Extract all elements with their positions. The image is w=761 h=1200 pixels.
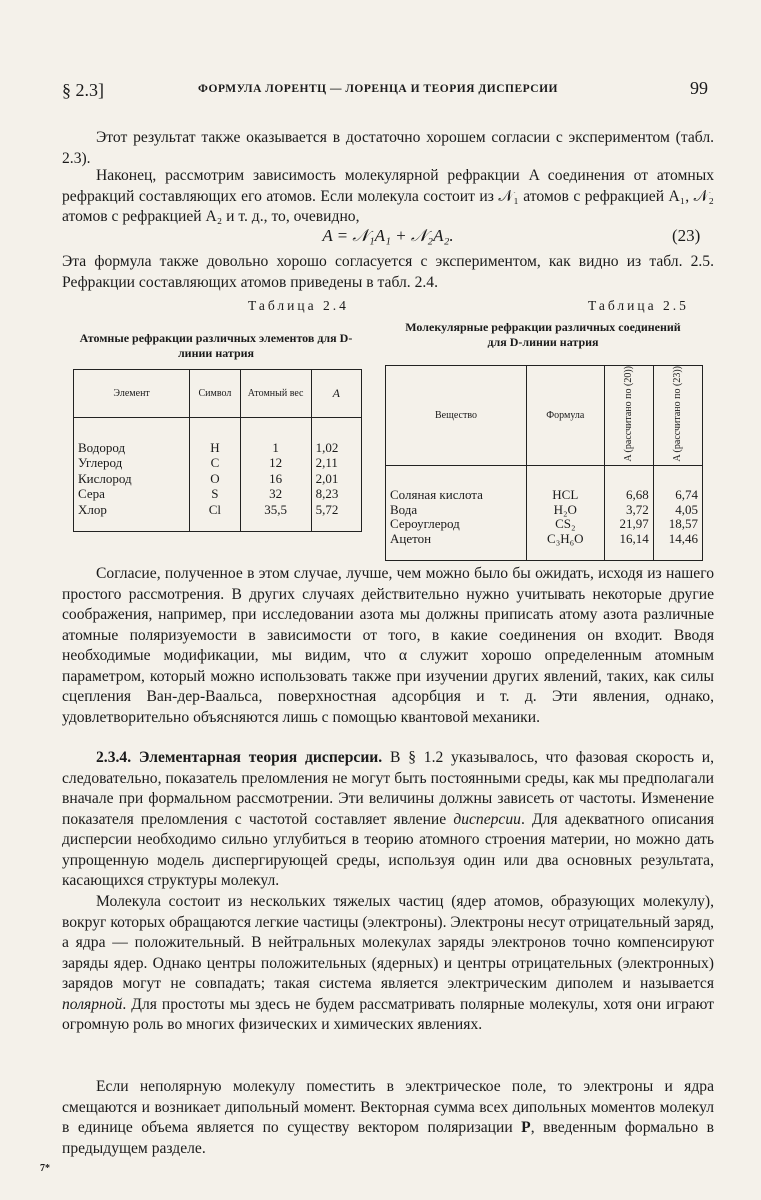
table-header: Элемент xyxy=(74,370,190,418)
table-header: A xyxy=(311,370,361,418)
table-2-4 xyxy=(73,369,362,532)
paragraph-5: 2.3.4. Элементарная теория дисперсии. В § 1.2 указывалось, что фазовая скорость и, следовательно, показатель преломления не могут быть постоянными среды, как мы предполагали вначале при формальном рассмотрении. Эти величины должны зависеть от частоты. Изменение показателя преломления с частотой составляет явление дисперсии. Для адекватного описания дисперсии необходимо сильно углубиться в теорию атомного строения материи, но можно дать упрощенную модель диспергирующей среды, используя один или два основных результата, касающихся структуры молекул. xyxy=(62,749,714,889)
table-row: Хлор Cl 35,5 5,72 xyxy=(74,502,362,518)
table-header: Символ xyxy=(190,370,240,418)
paragraph-1: Этот результат также оказывается в достаточно хорошем согласии с экспериментом (табл. 2.3). xyxy=(62,129,714,167)
section-reference: § 2.3] xyxy=(62,80,104,100)
table-row: Соляная кислота HCL 6,68 6,74 xyxy=(386,488,703,503)
table-2-5-caption: Таблица 2.5 xyxy=(588,298,689,313)
table-header: Атомный вес xyxy=(240,370,311,418)
table-2-4-title: Атомные рефракции различных элементов для D-линии натрия xyxy=(79,331,353,360)
paragraph-7: Если неполярную молекулу поместить в электрическое поле, то электроны и ядра смещаются и возникает дипольный момент. Векторная сумма всех дипольных моментов молекул в единице объема является по существу вектором поляризации P, введенным формально в предыдущем разделе. xyxy=(62,1078,714,1157)
table-row: Сера S 32 8,23 xyxy=(74,486,362,502)
table-header: Формула xyxy=(527,366,605,466)
table-2-5-title: Молекулярные рефракции различных соединений для D-линии натрия xyxy=(405,320,681,349)
table-row: Кислород O 16 2,01 xyxy=(74,471,362,487)
table-2-5 xyxy=(385,365,703,561)
section-heading: 2.3.4. Элементарная теория дисперсии. xyxy=(96,749,383,766)
formula-23: A = 𝒩₁A₁ + 𝒩₂A₂. xyxy=(322,226,454,245)
paragraph-3: Эта формула также довольно хорошо согласуется с экспериментом, как видно из табл. 2.5. Рефракции составляющих атомов приведены в табл. 2.4. xyxy=(62,253,714,291)
table-row: Водород H 1 1,02 xyxy=(74,440,362,456)
running-title: ФОРМУЛА ЛОРЕНТЦ — ЛОРЕНЦА И ТЕОРИЯ ДИСПЕРСИИ xyxy=(198,83,558,95)
paragraph-2: Наконец, рассмотрим зависимость молекулярной рефракции A соединения от атомных рефракций составляющих его атомов. Если молекула состоит из 𝒩₁ атомов с рефракцией A₁, 𝒩₂ атомов с рефракцией A₂ и т. д., то, очевидно, xyxy=(62,167,714,225)
signature-mark: 7* xyxy=(40,1163,50,1174)
table-2-4-caption: Таблица 2.4 xyxy=(248,298,349,313)
formula-number: (23) xyxy=(672,226,701,245)
table-header: Вещество xyxy=(386,366,527,466)
paragraph-4: Согласие, полученное в этом случае, лучше, чем можно было бы ожидать, исходя из нашего простого рассмотрения. В других случаях действительно нужно учитывать некоторые другие соображения, например, при исследовании азота мы должны приписать атому азота различные атомные поляризуемости в зависимости от того, в какие соединения он входит. Вводя необходимые модификации, мы видим, что α служит хорошо определенным атомным параметром, который можно использовать также при изучении других явлений, таких, как силы сцепления Ван-дер-Ваальса, поверхностная адсорбция и т. д. Эти явления, однако, удовлетворительно объясняются лишь с помощью квантовой механики. xyxy=(62,565,714,726)
paragraph-6: Молекула состоит из нескольких тяжелых частиц (ядер атомов, образующих молекулу), вокруг которых обращаются легкие частицы (электроны). Электроны несут отрицательный заряд, а ядра — положительный. В нейтральных молекулах заряды электронов точно компенсируют заряды ядер. Однако центры положительных (ядерных) и центры отрицательных (электронных) зарядов могут не совпадать; такая система является электрическим диполем и называется полярной. Для простоты мы здесь не будем рассматривать полярные молекулы, хотя они играют огромную роль во многих физических и химических явлениях. xyxy=(62,893,714,1033)
table-header: A (рассчитано по (23)) xyxy=(672,366,684,462)
table-header: A (рассчитано по (20)) xyxy=(623,366,635,462)
page-number: 99 xyxy=(690,78,708,98)
table-row: Сероуглерод CS₂ 21,97 18,57 xyxy=(386,517,703,532)
table-row: Углерод C 12 2,11 xyxy=(74,455,362,471)
table-row: Вода H₂O 3,72 4,05 xyxy=(386,503,703,518)
table-row: Ацетон C₃H₆O 16,14 14,46 xyxy=(386,532,703,547)
